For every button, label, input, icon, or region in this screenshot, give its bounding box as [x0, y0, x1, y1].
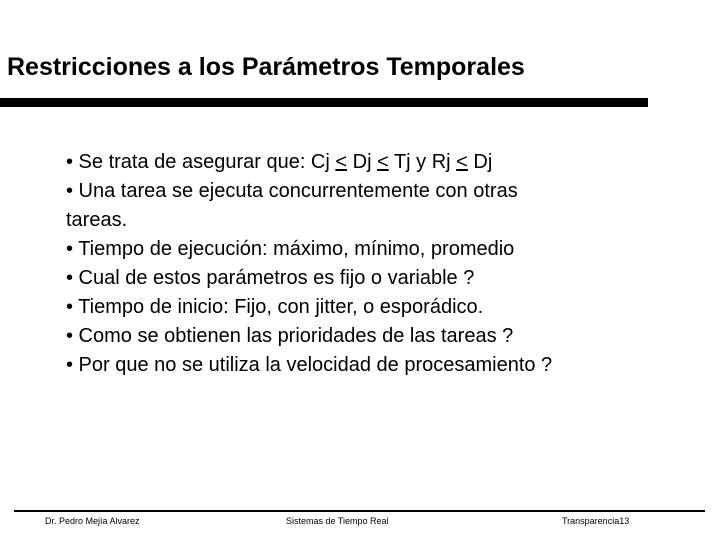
less-equal-1: <: [335, 151, 348, 173]
bullet-start-time: • Tiempo de inicio: Fijo, con jitter, o esporádico.: [66, 296, 484, 318]
condition-suffix: Dj: [467, 151, 493, 173]
bullet-priorities: • Como se obtienen las prioridades de las tareas ?: [66, 325, 514, 347]
bullet-condition: [66, 148, 706, 177]
slide-title: Restricciones a los Parámetros Temporales: [7, 53, 525, 81]
footer-course: Sistemas de Tiempo Real: [286, 516, 389, 526]
bullet-processing-speed: • Por que no se utiliza la velocidad de procesamiento ?: [66, 354, 553, 376]
less-equal-3: <: [456, 151, 468, 173]
less-equal-2: <: [377, 151, 389, 173]
footer-rule: [14, 510, 705, 512]
bullet-fixed-variable: • Cual de estos parámetros es fijo o variable ?: [66, 267, 475, 289]
slide-content: [66, 148, 706, 380]
bullet-execution-time: • Tiempo de ejecución: máximo, mínimo, promedio: [66, 238, 515, 260]
bullet-concurrent: • Una tarea se ejecuta concurrentemente con otras: [66, 180, 518, 202]
footer-author: Dr. Pedro Mejía Alvarez: [45, 516, 140, 526]
condition-mid-1: Dj: [347, 151, 378, 173]
footer-slide-number: Transparencia13: [562, 516, 630, 526]
condition-mid-2: Tj y Rj: [388, 151, 457, 173]
title-rule: [0, 98, 648, 107]
bullet-concurrent-cont: tareas.: [66, 209, 128, 231]
condition-prefix: • Se trata de asegurar que: Cj: [66, 151, 336, 173]
